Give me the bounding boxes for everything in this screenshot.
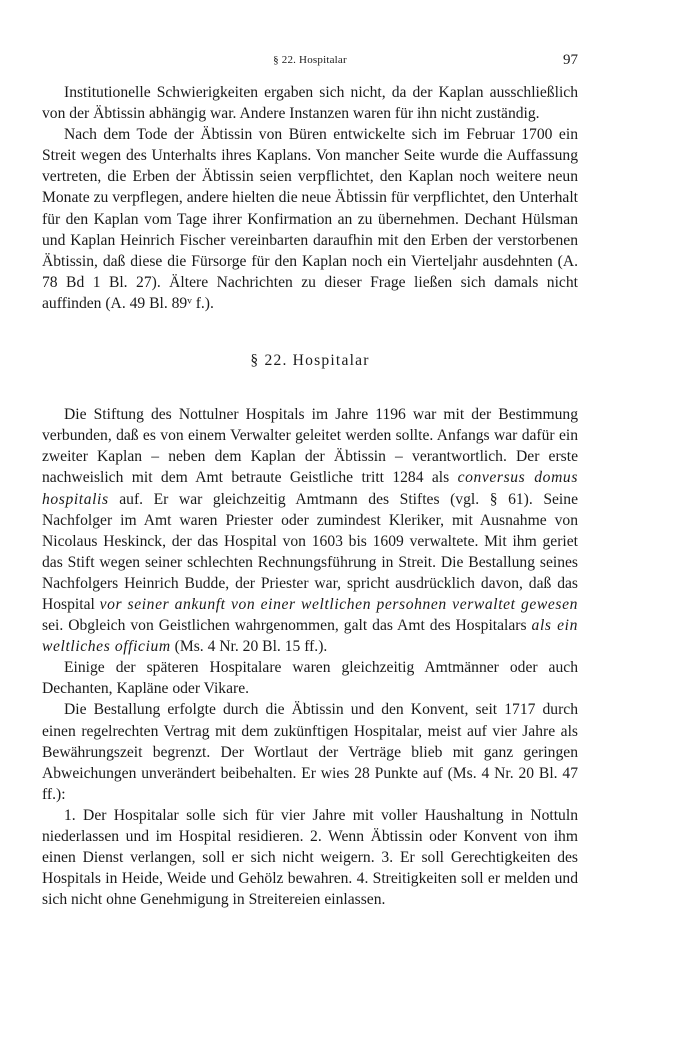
archival-quote: als ein weltliches officium [42,617,578,656]
page-number: 97 [563,52,578,68]
paragraph: 1. Der Hospitalar solle sich für vier Jahre mit voller Haushaltung in Nottuln niederlassen und im Hospital residieren. 2. Wenn Äbtissin oder Konvent von ihm einen Dienst verlangen, soll er sich nicht weigern. 3. Er soll Gerechtigkeiten des Hospitals in Heide, Weide und Gehölz bewahren. 4. Streitigkeiten soll er melden und sich nicht ohne Genehmigung in Streitereien einlassen. [42,806,578,909]
running-head: § 22. Hospitalar [273,54,347,66]
page-header [42,52,578,72]
body-text [42,82,578,910]
paragraph-text: (Ms. 4 Nr. 20 Bl. 15 ff.). [170,638,328,656]
paragraph: Nach dem Tode der Äbtissin von Büren entwickelte sich im Februar 1700 ein Streit wegen des Unterhalts ihres Kaplans. Von mancher Seite wurde die Auffassung vertreten, die Erben der Äbtissin seien verpflichtet, den Kaplan noch weitere neun Monate zu verpflegen, andere hielten die neue Äbtissin für verpflichtet, den Unterhalt für den Kaplan vom Tage ihrer Konfirmation an zu übernehmen. Dechant Hülsman und Kaplan Heinrich Fischer vereinbarten daraufhin mit den Erben der verstorbenen Äbtissin, daß diese die Fürsorge für den Kaplan noch ein Vierteljahr ausdehnten (A. 78 Bd 1 Bl. 27). Ältere Nachrichten zu dieser Frage ließen sich damals nicht auffinden (A. 49 Bl. 89ᵛ f.). [42,126,578,312]
paragraph: Institutionelle Schwierigkeiten ergaben sich nicht, da der Kaplan ausschließlich von der Äbtissin abhängig war. Andere Instanzen waren für ihn nicht zuständig. [42,84,578,123]
paragraph-text: sei. Obgleich von Geistlichen wahrgenommen, galt das Amt des Hospitalars [42,617,532,635]
paragraph-text: auf. Er war gleichzeitig Amtmann des Stiftes (vgl. § 61). Seine Nachfolger im Amt waren Priester oder zumindest Kleriker, mit Ausnahme von Nicolaus Heskinck, der das Hospital von 1603 bis 1609 verwaltete. Mit ihm geriet das Stift wegen seiner schlechten Rechnungsführung in Streit. Die Bestallung seines Nachfolgers Heinrich Budde, der Priester war, spricht ausdrücklich davon, daß das Hospital [42,490,578,613]
paragraph: Die Bestallung erfolgte durch die Äbtissin und den Konvent, seit 1717 durch einen regelrechten Vertrag mit dem zukünftigen Hospitalar, meist auf vier Jahre als Bewährungszeit begrenzt. Der Wortlaut der Verträge blieb mit ganz geringen Abweichungen unverändert beibehalten. Er wies 28 Punkte auf (Ms. 4 Nr. 20 Bl. 47 ff.): [42,701,578,803]
paragraph [42,404,578,657]
paragraph-text: Die Stiftung des Nottulner Hospitals im Jahre 1196 war mit der Bestimmung verbunden, daß es von einem Verwalter geleitet werden sollte. Anfangs war dafür ein zweiter Kaplan – neben dem Kaplan der Äbtissin – verantwortlich. Der erste nachweislich mit dem Amt betraute Geistliche tritt 1284 als [42,406,578,487]
section-heading: § 22. Hospitalar [250,352,370,370]
archival-quote: vor seiner ankunft von einer weltlichen persohnen verwaltet gewesen [99,595,578,613]
paragraph: Einige der späteren Hospitalare waren gleichzeitig Amtmänner oder auch Dechanten, Kapläne oder Vikare. [42,659,578,698]
latin-quote: conversus domus hospitalis [42,469,578,508]
